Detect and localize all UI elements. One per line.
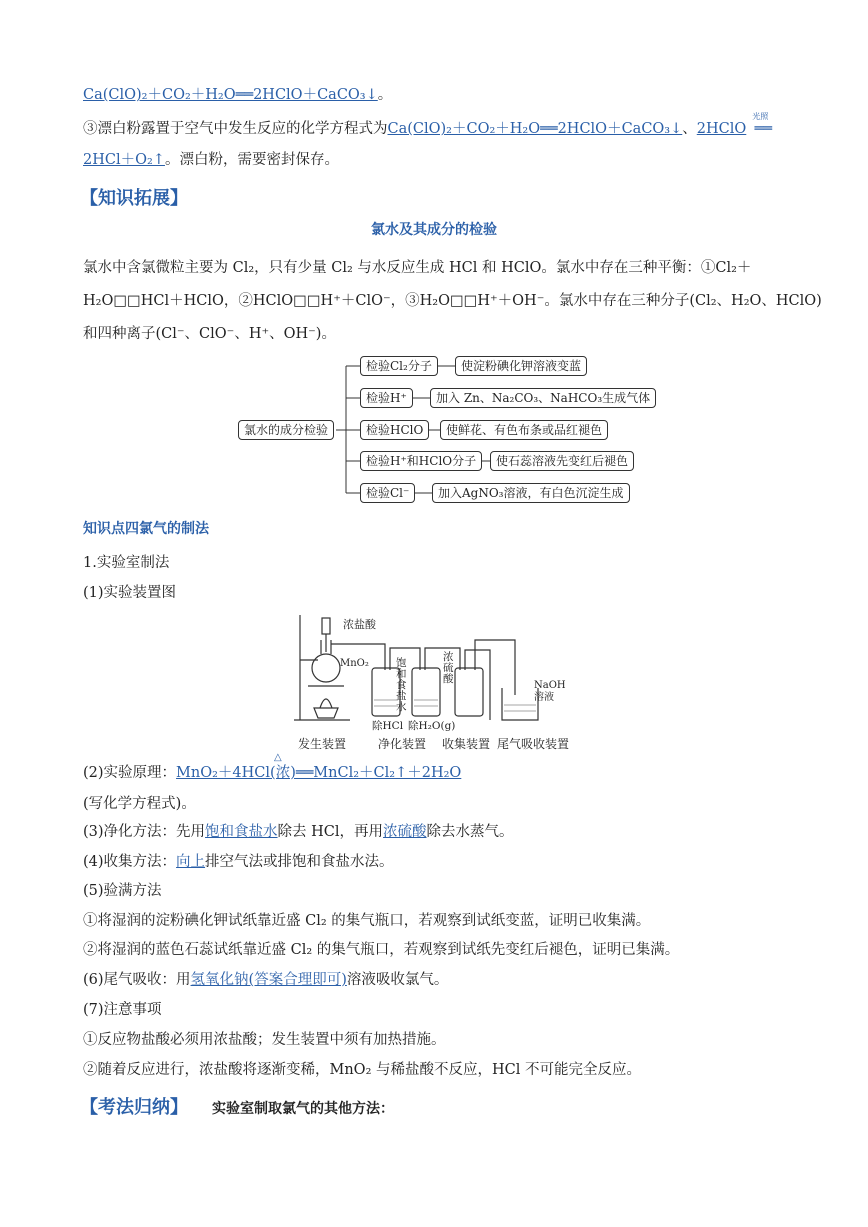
reaction-arrow: 光照 ══ bbox=[752, 112, 772, 137]
test-h-hclo: 检验H⁺和HClO分子 bbox=[360, 451, 482, 471]
result-cl2: 使淀粉碘化钾溶液变蓝 bbox=[455, 356, 587, 376]
heat-condition: △ bbox=[274, 752, 282, 763]
caption-collection: 收集装置 bbox=[442, 737, 491, 751]
answer-principle-equation: MnO₂＋4HCl(浓)══MnCl₂＋Cl₂↑＋2H₂O bbox=[176, 765, 462, 781]
diagram-root: 氯水的成分检验 bbox=[238, 420, 334, 440]
bleach-powder-line-cont: 2HCl＋O₂↑。漂白粉，需要密封保存。 bbox=[83, 152, 339, 168]
principle-note: (写化学方程式)。 bbox=[83, 796, 196, 812]
note-line: ②随着反应进行，浓盐酸将逐渐变稀，MnO₂ 与稀盐酸不反应，HCl 不可能完全反应。 bbox=[83, 1062, 641, 1078]
diagram-connectors bbox=[0, 0, 868, 520]
test-hclo: 检验HClO bbox=[360, 420, 429, 440]
principle-line: (2)实验原理：MnO₂＋4HCl(浓)══MnCl₂＋Cl₂↑＋2H₂O bbox=[83, 765, 462, 781]
purification-line: (3)净化方法：先用饱和食盐水除去 HCl，再用浓硫酸除去水蒸气。 bbox=[83, 824, 514, 840]
bleach-powder-line: ③漂白粉露置于空气中发生反应的化学方程式为Ca(ClO)₂＋CO₂＋H₂O══2HClO＋CaCO₃↓、2HClO 光照 ══ bbox=[83, 119, 780, 139]
test-h: 检验H⁺ bbox=[360, 388, 413, 408]
exam-subtitle: 实验室制取氯气的其他方法： bbox=[212, 1101, 394, 1117]
section-heading: 1.实验室制法 bbox=[83, 555, 170, 571]
paragraph-line: 和四种离子(Cl⁻、ClO⁻、H⁺、OH⁻)。 bbox=[83, 326, 336, 342]
test-cl-ion: 检验Cl⁻ bbox=[360, 483, 415, 503]
label-remove-hcl: 除HCl bbox=[372, 720, 404, 732]
answer-equation-1: Ca(ClO)₂＋CO₂＋H₂O══2HClO＋CaCO₃↓ bbox=[387, 121, 683, 137]
section-heading: (7)注意事项 bbox=[83, 1002, 162, 1018]
knowledge-point-title: 知识点四氯气的制法 bbox=[83, 521, 209, 537]
label-mno2: MnO₂ bbox=[340, 658, 369, 669]
method-line: ②将湿润的蓝色石蕊试纸靠近盛 Cl₂ 的集气瓶口，若观察到试纸先变红后褪色，证明已集满。 bbox=[83, 942, 680, 958]
label-conc-hcl: 浓盐酸 bbox=[343, 618, 376, 631]
section-header-exam: 【考法归纳】 bbox=[80, 1097, 188, 1118]
answer-equation: Ca(ClO)₂＋CO₂＋H₂O══2HClO＋CaCO₃↓ bbox=[83, 87, 378, 103]
answer-equation-2: 2HClO bbox=[696, 121, 747, 137]
subsection-title: 氯水及其成分的检验 bbox=[371, 222, 497, 238]
note-line: ①反应物盐酸必须用浓盐酸；发生装置中须有加热措施。 bbox=[83, 1032, 446, 1048]
label-saturated-brine: 饱和食盐水 bbox=[396, 657, 407, 713]
result-hclo: 使鲜花、有色布条或品红褪色 bbox=[440, 420, 608, 440]
test-cl2: 检验Cl₂分子 bbox=[360, 356, 438, 376]
label-conc-h2so4: 浓硫酸 bbox=[443, 651, 454, 685]
paragraph-line: H₂O□□HCl＋HClO，②HClO□□H⁺＋ClO⁻，③H₂O□□H⁺＋OH⁻。氯水中存在三种分子(Cl₂、H₂O、HClO) bbox=[83, 293, 822, 309]
method-line: ①将湿润的淀粉碘化钾试纸靠近盛 Cl₂ 的集气瓶口，若观察到试纸变蓝，证明已收集满。 bbox=[83, 913, 651, 929]
result-h-hclo: 使石蕊溶液先变红后褪色 bbox=[490, 451, 634, 471]
equation-line-1: Ca(ClO)₂＋CO₂＋H₂O══2HClO＋CaCO₃↓。 bbox=[83, 87, 393, 103]
tail-gas-line: (6)尾气吸收：用氢氧化钠(答案合理即可)溶液吸收氯气。 bbox=[83, 972, 449, 988]
label-remove-h2o: 除H₂O(g) bbox=[408, 720, 456, 732]
section-heading: (5)验满方法 bbox=[83, 883, 162, 899]
result-cl-ion: 加入AgNO₃溶液，有白色沉淀生成 bbox=[432, 483, 630, 503]
result-h: 加入 Zn、Na₂CO₃、NaHCO₃生成气体 bbox=[430, 388, 656, 408]
collection-line: (4)收集方法：向上排空气法或排饱和食盐水法。 bbox=[83, 854, 394, 870]
apparatus-drawing bbox=[290, 610, 580, 728]
caption-generation: 发生装置 bbox=[298, 737, 347, 751]
label-naoh: NaOH溶液 bbox=[534, 680, 566, 703]
paragraph-line: 氯水中含氯微粒主要为 Cl₂，只有少量 Cl₂ 与水反应生成 HCl 和 HClO。氯水中存在三种平衡：①Cl₂＋ bbox=[83, 260, 752, 276]
section-header-extension: 【知识拓展】 bbox=[80, 188, 188, 209]
caption-absorption: 尾气吸收装置 bbox=[497, 737, 570, 751]
section-heading: (1)实验装置图 bbox=[83, 585, 177, 601]
caption-purification: 净化装置 bbox=[378, 737, 427, 751]
